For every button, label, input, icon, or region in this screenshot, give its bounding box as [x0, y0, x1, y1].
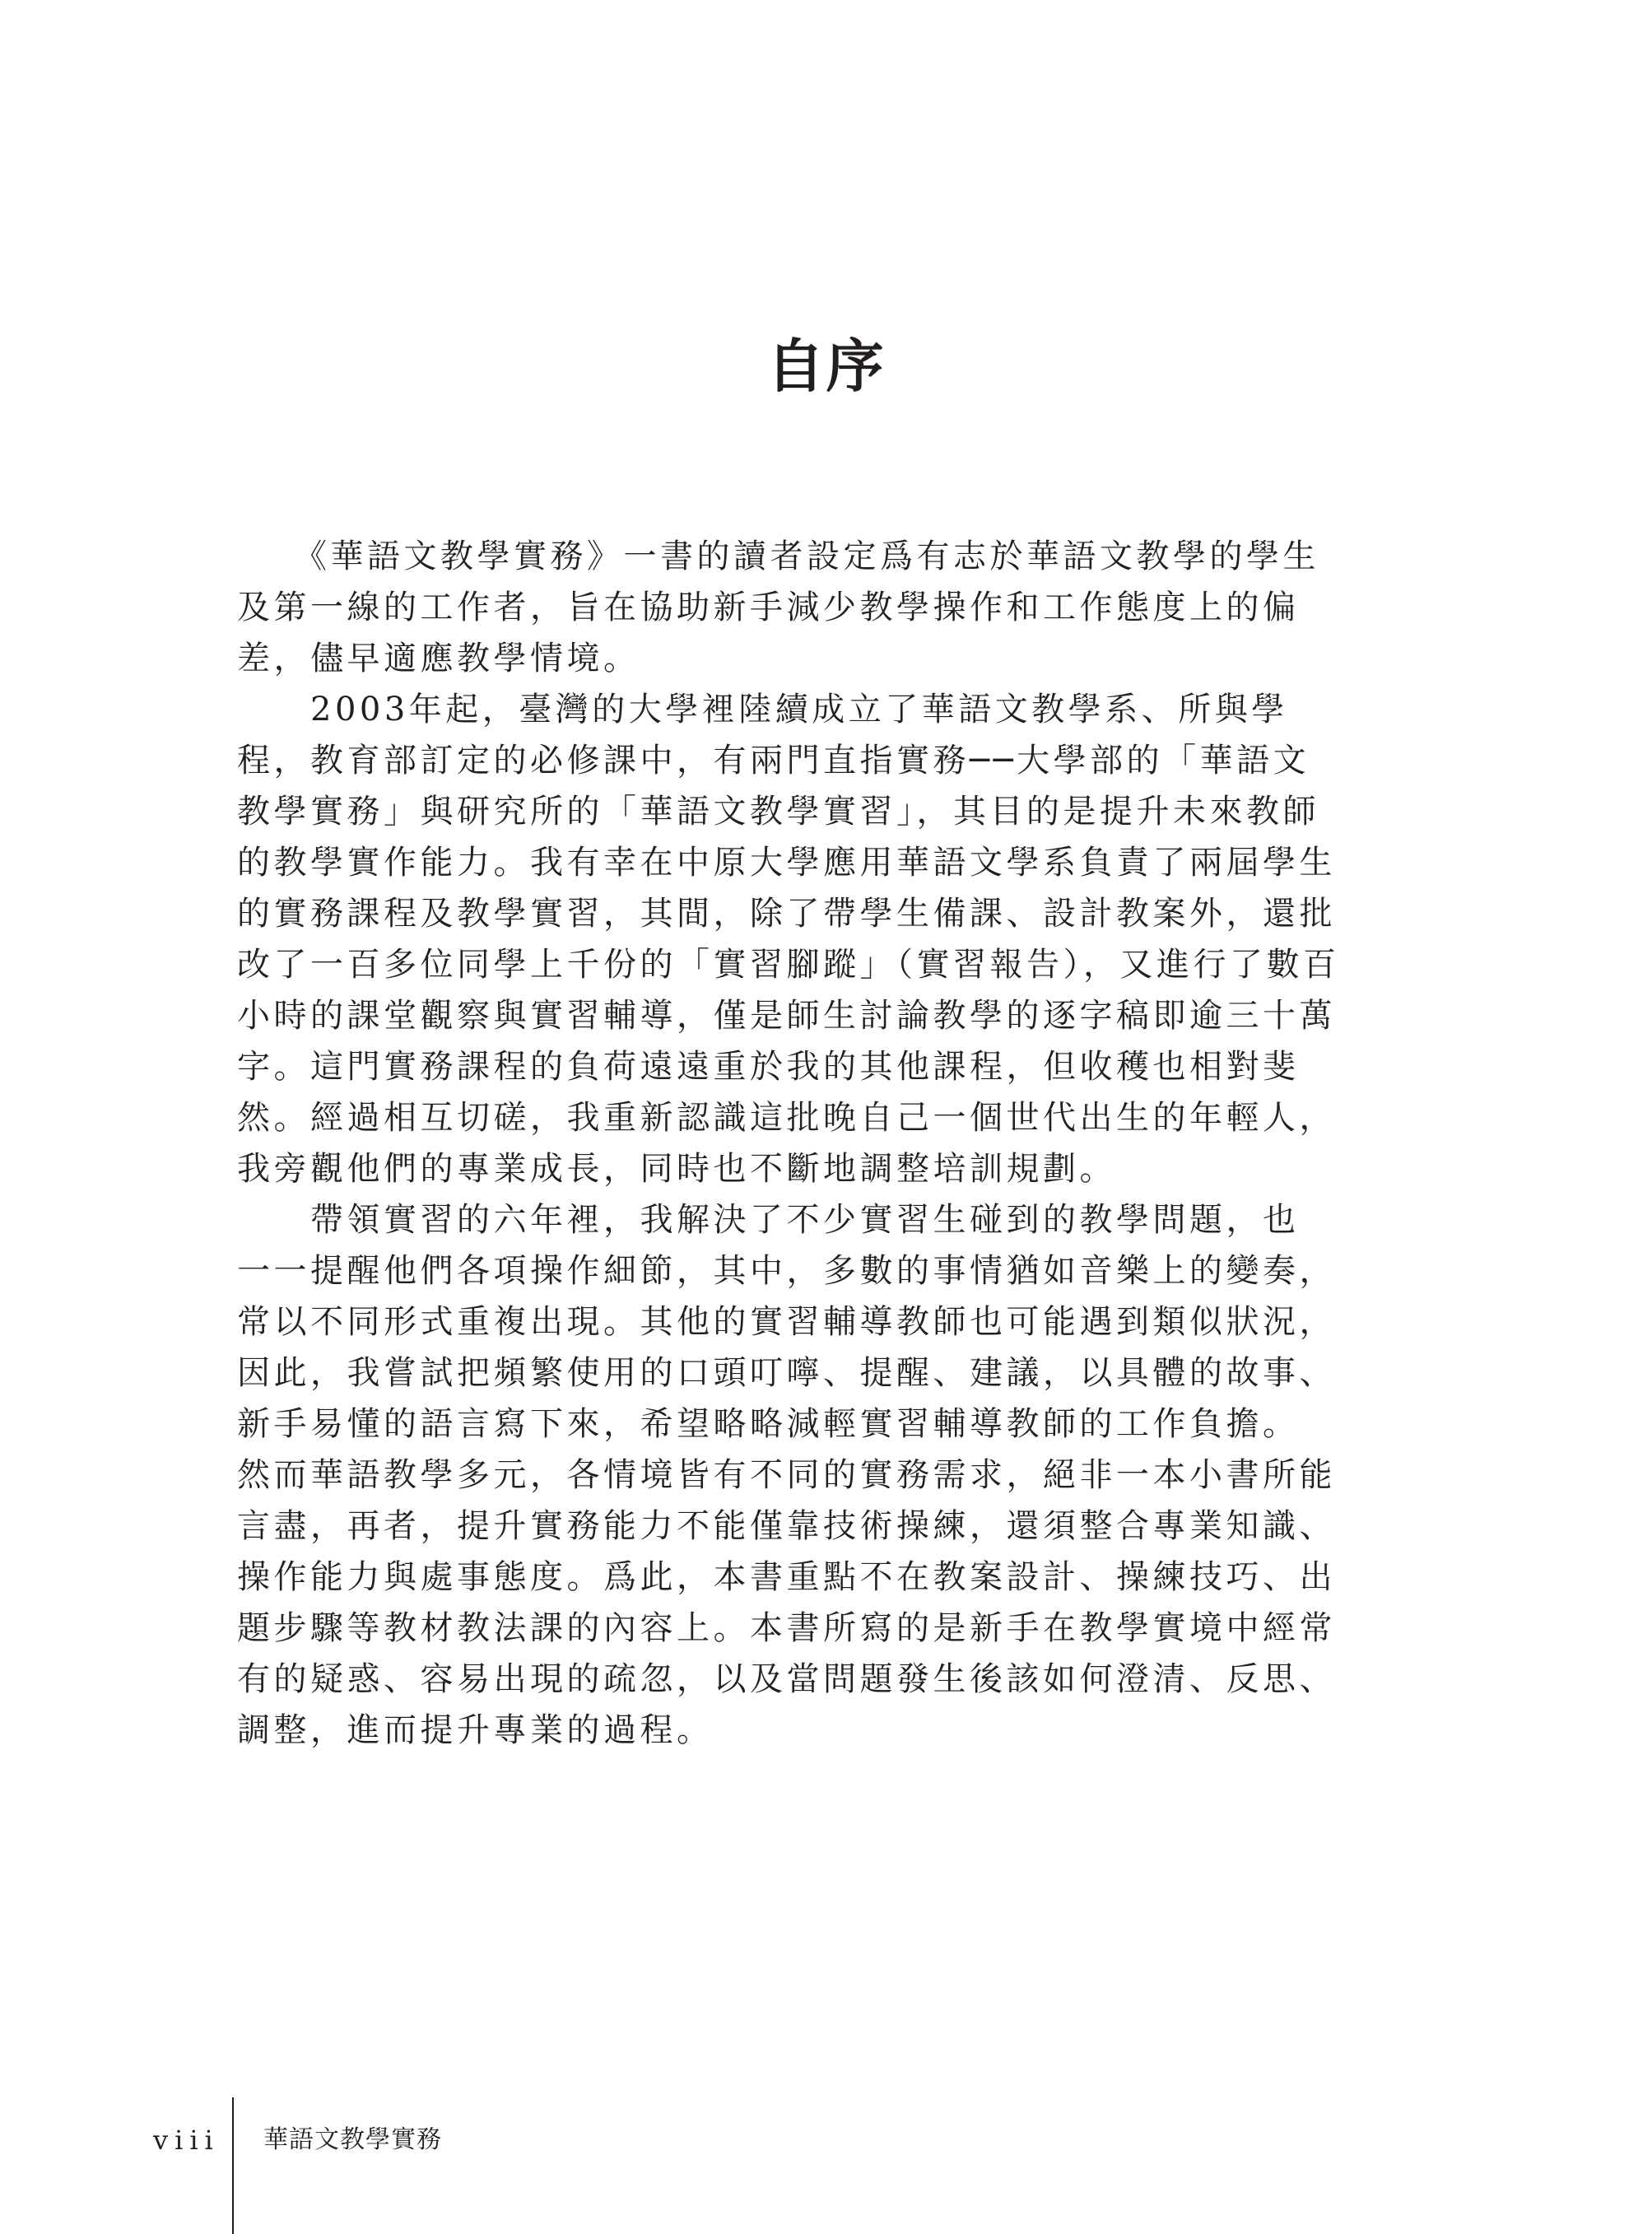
- text-line: 操作能力與處事態度。爲此，本書重點不在教案設計、操練技巧、出: [237, 1558, 1336, 1596]
- preface-body: [237, 531, 1422, 1756]
- text-line: 然。經過相互切磋，我重新認識這批晚自己一個世代出生的年輕人，: [237, 1099, 1336, 1137]
- footer-divider: [232, 2097, 234, 2234]
- text-line: 常以不同形式重複出現。其他的實習輔導教師也可能遇到類似狀況，: [237, 1303, 1336, 1341]
- page-number: viii: [153, 2125, 220, 2156]
- text-line: 一一提醒他們各項操作細節，其中，多數的事情猶如音樂上的變奏，: [237, 1252, 1336, 1290]
- text-line: 及第一線的工作者，旨在協助新手減少教學操作和工作態度上的偏: [237, 589, 1300, 626]
- text-line: 帶領實習的六年裡，我解決了不少實習生碰到的教學問題，也: [237, 1201, 1300, 1239]
- text-line: 調整，進而提升專業的過程。: [237, 1711, 714, 1749]
- text-line: 程，教育部訂定的必修課中，有兩門直指實務──大學部的「華語文: [237, 742, 1310, 780]
- running-head: 華語文教學實務: [263, 2125, 442, 2154]
- text-line: 的實務課程及教學實習，其間，除了帶學生備課、設計教案外，還批: [237, 895, 1336, 933]
- text-line: 題步驟等教材教法課的內容上。本書所寫的是新手在教學實境中經常: [237, 1609, 1336, 1647]
- text-line: 字。這門實務課程的負荷遠遠重於我的其他課程，但收穫也相對斐: [237, 1048, 1300, 1086]
- text-line: 新手易懂的語言寫下來，希望略略減輕實習輔導教師的工作負擔。: [237, 1405, 1300, 1443]
- text-line: 改了一百多位同學上千份的「實習腳蹤」（實習報告），又進行了數百: [237, 946, 1340, 984]
- text-line: 2003年起，臺灣的大學裡陸續成立了華語文教學系、所與學: [237, 691, 1288, 728]
- paragraph-2: [237, 684, 1422, 1194]
- text-line: 差，儘早適應教學情境。: [237, 640, 640, 677]
- text-line: 的教學實作能力。我有幸在中原大學應用華語文學系負責了兩屆學生: [237, 844, 1336, 882]
- text-line: 教學實務」與研究所的「華語文教學實習」，其目的是提升未來教師: [237, 793, 1319, 831]
- text-line: 我旁觀他們的專業成長，同時也不斷地調整培訓規劃。: [237, 1150, 1116, 1188]
- text-line: 言盡，再者，提升實務能力不能僅靠技術操練，還須整合專業知識、: [237, 1507, 1336, 1545]
- paragraph-3: [237, 1194, 1422, 1756]
- text-line: 小時的課堂觀察與實習輔導，僅是師生討論教學的逐字稿即逾三十萬: [237, 997, 1336, 1035]
- text-line: 《華語文教學實務》一書的讀者設定爲有志於華語文教學的學生: [237, 538, 1319, 575]
- page-title: 自序: [766, 333, 886, 400]
- text-line: 有的疑惑、容易出現的疏忽，以及當問題發生後該如何澄清、反思、: [237, 1660, 1336, 1698]
- text-line: 因此，我嘗試把頻繁使用的口頭叮嚀、提醒、建議，以具體的故事、: [237, 1354, 1336, 1392]
- paragraph-1: [237, 531, 1422, 684]
- text-line: 然而華語教學多元，各情境皆有不同的實務需求，絕非一本小書所能: [237, 1456, 1336, 1494]
